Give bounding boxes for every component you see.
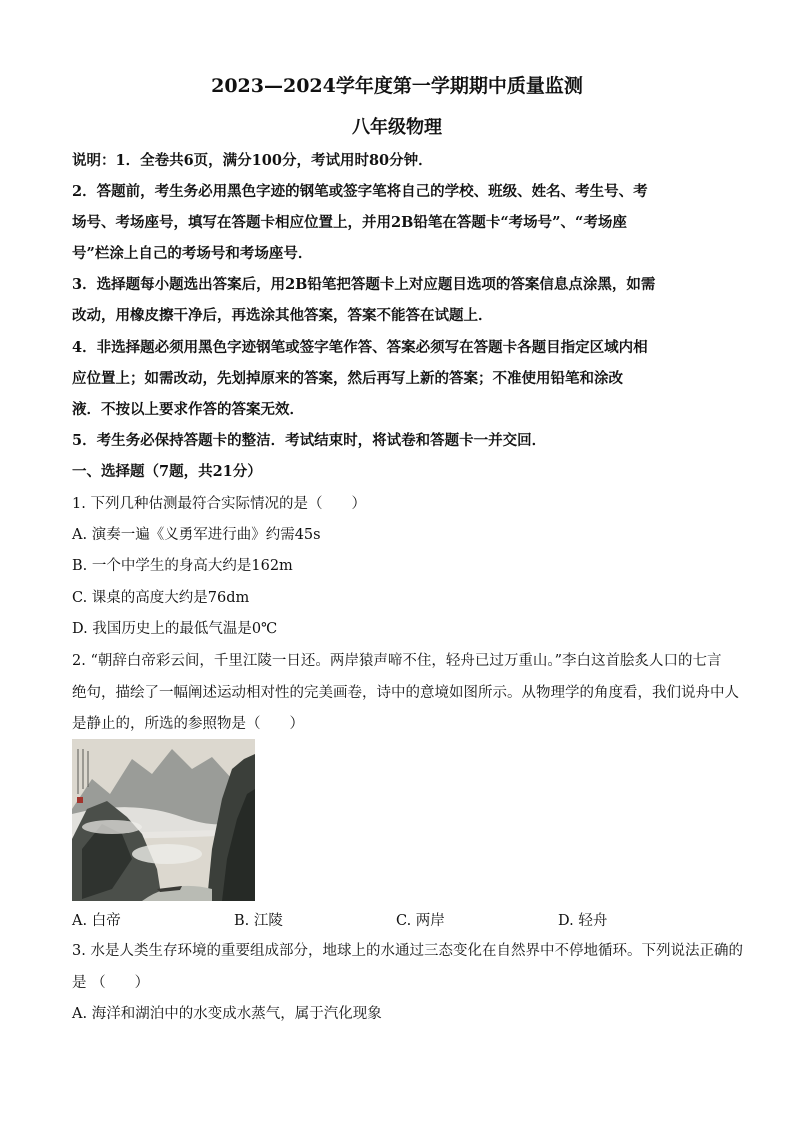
question-1-option: A. 演奏一遍《义勇军进行曲》约需45s bbox=[72, 527, 321, 543]
question-2-option: C. 两岸 bbox=[396, 913, 445, 929]
landscape-painting-image bbox=[72, 739, 255, 901]
question-2-option: A. 白帝 bbox=[72, 913, 121, 929]
instruction-line: 说明：1．全卷共6页，满分100分，考试用时80分钟． bbox=[72, 152, 433, 169]
question-1-option: D. 我国历史上的最低气温是0℃ bbox=[72, 621, 278, 637]
question-1-option: B. 一个中学生的身高大约是162m bbox=[72, 558, 293, 574]
question-2-option: B. 江陵 bbox=[234, 913, 283, 929]
question-2-stem: 是静止的，所选的参照物是（ ） bbox=[72, 716, 304, 732]
instruction-line: 3．选择题每小题选出答案后，用2B铅笔把答题卡上对应题目选项的答案信息点涂黑，如需 bbox=[72, 276, 656, 293]
question-2-option: D. 轻舟 bbox=[558, 913, 608, 929]
section-heading: 一、选择题（7题，共21分） bbox=[72, 463, 262, 480]
exam-subject: 八年级物理 bbox=[352, 117, 442, 138]
instruction-line: 5．考生务必保持答题卡的整洁．考试结束时，将试卷和答题卡一并交回． bbox=[72, 432, 547, 449]
instruction-line: 应位置上；如需改动，先划掉原来的答案，然后再写上新的答案；不准使用铅笔和涂改 bbox=[72, 370, 623, 387]
question-3-stem: 3. 水是人类生存环境的重要组成部分，地球上的水通过三态变化在自然界中不停地循环。下列说法正确的 bbox=[72, 943, 743, 959]
question-3-option: A. 海洋和湖泊中的水变成水蒸气，属于汽化现象 bbox=[72, 1006, 382, 1022]
instruction-line: 4．非选择题必须用黑色字迹钢笔或签字笔作答、答案必须写在答题卡各题目指定区域内相 bbox=[72, 339, 648, 356]
instruction-line: 液．不按以上要求作答的答案无效． bbox=[72, 401, 304, 418]
question-1-option: C. 课桌的高度大约是76dm bbox=[72, 590, 250, 606]
exam-title: 2023—2024学年度第一学期期中质量监测 bbox=[211, 75, 583, 97]
question-2-stem: 2. “朝辞白帝彩云间，千里江陵一日还。两岸猿声啼不住，轻舟已过万重山。”李白这首脍炙人口的七言 bbox=[72, 653, 722, 669]
question-1-stem: 1. 下列几种估测最符合实际情况的是（ ） bbox=[72, 496, 366, 512]
instruction-line: 改动，用橡皮擦干净后，再选涂其他答案，答案不能答在试题上． bbox=[72, 307, 493, 324]
question-2-stem: 绝句，描绘了一幅阐述运动相对性的完美画卷，诗中的意境如图所示。从物理学的角度看，我们说舟中人 bbox=[72, 685, 739, 701]
instruction-line: 2．答题前，考生务必用黑色字迹的钢笔或签字笔将自己的学校、班级、姓名、考生号、考 bbox=[72, 183, 648, 200]
question-3-stem: 是 （ ） bbox=[72, 975, 150, 991]
question-2-options bbox=[72, 909, 732, 929]
instruction-line: 号”栏涂上自己的考场号和考场座号． bbox=[72, 245, 313, 262]
instruction-line: 场号、考场座号，填写在答题卡相应位置上，并用2B铅笔在答题卡“考场号”、“考场座 bbox=[72, 214, 627, 231]
